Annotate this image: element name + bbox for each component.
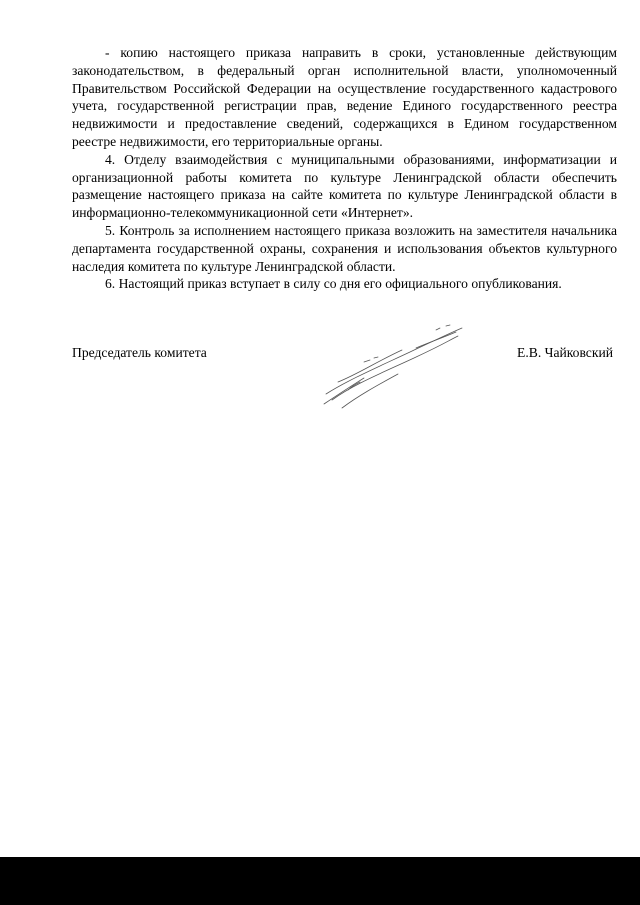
signatory-title: Председатель комитета: [72, 345, 207, 360]
paragraph-copy-submission: - копию настоящего приказа направить в сроки, установленные действующим законодательством, в федеральный орган исполнительной власти, уполномоченный Правительством Российской Федерации на осуществление государственного кадастрового учета, государственной регистрации прав, ведение Единого государственного реестра недвижимости и предоставление сведений, содержащихся в Едином государственном реестре недвижимости, его территориальные органы.: [72, 45, 617, 149]
signatory-name: Е.В. Чайковский: [517, 345, 613, 360]
scan-border-bar: [0, 857, 640, 905]
document-body: [72, 44, 617, 293]
paragraph-item-5: 5. Контроль за исполнением настоящего приказа возложить на заместителя начальника департамента государственной охраны, сохранения и использования объектов культурного наследия комитета по культуре Ленинградской области.: [72, 222, 617, 274]
paragraph-item-4: 4. Отделу взаимодействия с муниципальными образованиями, информатизации и организационной работы комитета по культуре Ленинградской области обеспечить размещение настоящего приказа на сайте комитета по культуре Ленинградской области в информационно-телекоммуникационной сети «Интернет».: [72, 151, 617, 221]
paragraph-item-6: 6. Настоящий приказ вступает в силу со дня его официального опубликования.: [105, 276, 562, 292]
handwritten-signature: [318, 322, 468, 412]
